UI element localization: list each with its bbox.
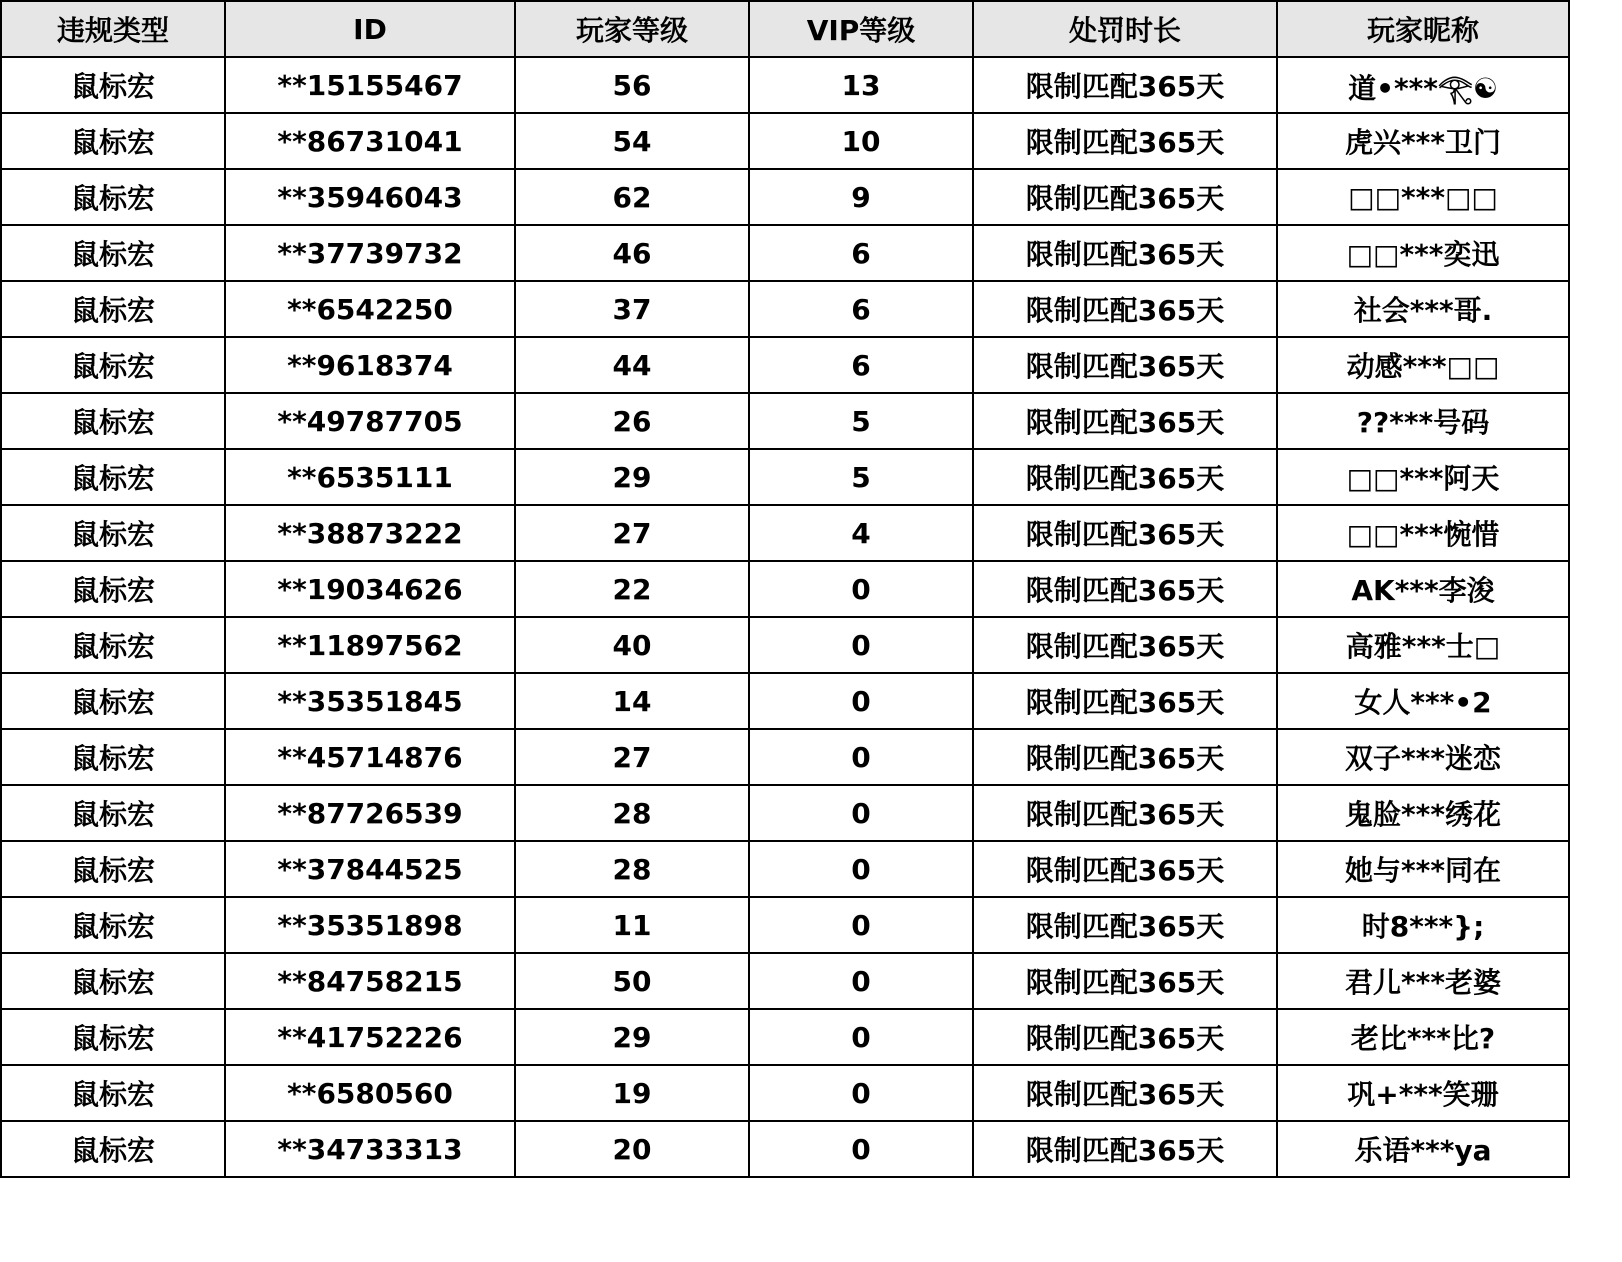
violation-type-cell: 鼠标宏	[1, 617, 225, 673]
player-level-cell: 27	[515, 729, 749, 785]
violation-type-cell: 鼠标宏	[1, 449, 225, 505]
violation-type-cell: 鼠标宏	[1, 1065, 225, 1121]
table-row	[1, 113, 1569, 169]
violation-type-cell: 鼠标宏	[1, 169, 225, 225]
vip-level-cell: 5	[749, 449, 973, 505]
player-level-cell: 22	[515, 561, 749, 617]
player-nickname-cell: 女人***•2	[1277, 673, 1569, 729]
table-row	[1, 281, 1569, 337]
vip-level-cell: 0	[749, 617, 973, 673]
player-nickname-cell: 双子***迷恋	[1277, 729, 1569, 785]
player-id-cell: **34733313	[225, 1121, 515, 1177]
penalty-duration-cell: 限制匹配365天	[973, 337, 1277, 393]
table-row	[1, 225, 1569, 281]
vip-level-cell: 0	[749, 897, 973, 953]
player-id-cell: **9618374	[225, 337, 515, 393]
player-id-cell: **35351845	[225, 673, 515, 729]
table-row	[1, 785, 1569, 841]
violation-type-cell: 鼠标宏	[1, 785, 225, 841]
penalty-duration-cell: 限制匹配365天	[973, 449, 1277, 505]
violation-type-cell: 鼠标宏	[1, 841, 225, 897]
vip-level-cell: 10	[749, 113, 973, 169]
player-level-cell: 54	[515, 113, 749, 169]
player-level-cell: 27	[515, 505, 749, 561]
table-row	[1, 169, 1569, 225]
penalty-duration-cell: 限制匹配365天	[973, 897, 1277, 953]
player-level-cell: 26	[515, 393, 749, 449]
penalty-duration-cell: 限制匹配365天	[973, 785, 1277, 841]
table-row	[1, 953, 1569, 1009]
vip-level-cell: 0	[749, 1121, 973, 1177]
table-row	[1, 1121, 1569, 1177]
table-row	[1, 393, 1569, 449]
penalty-duration-cell: 限制匹配365天	[973, 281, 1277, 337]
penalty-duration-cell: 限制匹配365天	[973, 1065, 1277, 1121]
player-id-cell: **37739732	[225, 225, 515, 281]
table-row	[1, 337, 1569, 393]
table-row	[1, 897, 1569, 953]
header-vip-level: VIP等级	[749, 1, 973, 57]
violation-type-cell: 鼠标宏	[1, 729, 225, 785]
penalty-duration-cell: 限制匹配365天	[973, 673, 1277, 729]
player-nickname-cell: 社会***哥.	[1277, 281, 1569, 337]
player-level-cell: 29	[515, 1009, 749, 1065]
violation-type-cell: 鼠标宏	[1, 953, 225, 1009]
table-row	[1, 841, 1569, 897]
player-id-cell: **35351898	[225, 897, 515, 953]
header-row	[1, 1, 1569, 57]
vip-level-cell: 9	[749, 169, 973, 225]
player-nickname-cell: 高雅***士□	[1277, 617, 1569, 673]
player-nickname-cell: 乐语***ya	[1277, 1121, 1569, 1177]
player-id-cell: **6535111	[225, 449, 515, 505]
vip-level-cell: 0	[749, 673, 973, 729]
violation-type-cell: 鼠标宏	[1, 897, 225, 953]
vip-level-cell: 0	[749, 841, 973, 897]
player-nickname-cell: 动感***□□	[1277, 337, 1569, 393]
player-level-cell: 37	[515, 281, 749, 337]
player-id-cell: **15155467	[225, 57, 515, 113]
player-level-cell: 56	[515, 57, 749, 113]
vip-level-cell: 4	[749, 505, 973, 561]
penalty-duration-cell: 限制匹配365天	[973, 561, 1277, 617]
vip-level-cell: 6	[749, 225, 973, 281]
violation-type-cell: 鼠标宏	[1, 1121, 225, 1177]
player-nickname-cell: ??***号码	[1277, 393, 1569, 449]
player-nickname-cell: 君儿***老婆	[1277, 953, 1569, 1009]
penalty-duration-cell: 限制匹配365天	[973, 505, 1277, 561]
table-header	[1, 1, 1569, 57]
player-nickname-cell: 鬼脸***绣花	[1277, 785, 1569, 841]
player-nickname-cell: □□***□□	[1277, 169, 1569, 225]
penalty-duration-cell: 限制匹配365天	[973, 617, 1277, 673]
player-level-cell: 28	[515, 785, 749, 841]
player-level-cell: 14	[515, 673, 749, 729]
penalty-duration-cell: 限制匹配365天	[973, 1009, 1277, 1065]
violation-type-cell: 鼠标宏	[1, 561, 225, 617]
violation-type-cell: 鼠标宏	[1, 57, 225, 113]
table-row	[1, 449, 1569, 505]
table-row	[1, 57, 1569, 113]
violation-type-cell: 鼠标宏	[1, 225, 225, 281]
table-row	[1, 505, 1569, 561]
player-level-cell: 44	[515, 337, 749, 393]
table-row	[1, 729, 1569, 785]
player-nickname-cell: □□***阿天	[1277, 449, 1569, 505]
player-id-cell: **37844525	[225, 841, 515, 897]
penalty-duration-cell: 限制匹配365天	[973, 225, 1277, 281]
player-id-cell: **6580560	[225, 1065, 515, 1121]
vip-level-cell: 5	[749, 393, 973, 449]
player-level-cell: 19	[515, 1065, 749, 1121]
penalty-duration-cell: 限制匹配365天	[973, 841, 1277, 897]
player-id-cell: **49787705	[225, 393, 515, 449]
player-level-cell: 28	[515, 841, 749, 897]
vip-level-cell: 0	[749, 785, 973, 841]
vip-level-cell: 0	[749, 1065, 973, 1121]
player-level-cell: 62	[515, 169, 749, 225]
header-player-level: 玩家等级	[515, 1, 749, 57]
violation-type-cell: 鼠标宏	[1, 281, 225, 337]
penalty-duration-cell: 限制匹配365天	[973, 57, 1277, 113]
player-level-cell: 29	[515, 449, 749, 505]
player-id-cell: **6542250	[225, 281, 515, 337]
violation-type-cell: 鼠标宏	[1, 1009, 225, 1065]
violation-type-cell: 鼠标宏	[1, 673, 225, 729]
table-body	[1, 57, 1569, 1177]
penalty-duration-cell: 限制匹配365天	[973, 1121, 1277, 1177]
player-id-cell: **35946043	[225, 169, 515, 225]
header-player-nickname: 玩家昵称	[1277, 1, 1569, 57]
vip-level-cell: 6	[749, 337, 973, 393]
penalty-duration-cell: 限制匹配365天	[973, 393, 1277, 449]
player-nickname-cell: □□***奕迅	[1277, 225, 1569, 281]
violation-type-cell: 鼠标宏	[1, 505, 225, 561]
player-id-cell: **84758215	[225, 953, 515, 1009]
vip-level-cell: 13	[749, 57, 973, 113]
player-id-cell: **11897562	[225, 617, 515, 673]
player-id-cell: **19034626	[225, 561, 515, 617]
player-level-cell: 50	[515, 953, 749, 1009]
player-id-cell: **87726539	[225, 785, 515, 841]
violation-type-cell: 鼠标宏	[1, 337, 225, 393]
player-level-cell: 40	[515, 617, 749, 673]
vip-level-cell: 0	[749, 561, 973, 617]
vip-level-cell: 0	[749, 1009, 973, 1065]
player-id-cell: **38873222	[225, 505, 515, 561]
player-nickname-cell: 她与***同在	[1277, 841, 1569, 897]
vip-level-cell: 6	[749, 281, 973, 337]
player-id-cell: **45714876	[225, 729, 515, 785]
player-nickname-cell: 老比***比?	[1277, 1009, 1569, 1065]
vip-level-cell: 0	[749, 729, 973, 785]
player-nickname-cell: 巩+***笑珊	[1277, 1065, 1569, 1121]
header-violation-type: 违规类型	[1, 1, 225, 57]
table-row	[1, 1065, 1569, 1121]
penalty-duration-cell: 限制匹配365天	[973, 169, 1277, 225]
player-nickname-cell: 道•***𓂀☯	[1277, 57, 1569, 113]
player-nickname-cell: □□***惋惜	[1277, 505, 1569, 561]
table-row	[1, 617, 1569, 673]
player-nickname-cell: AK***李浚	[1277, 561, 1569, 617]
penalty-duration-cell: 限制匹配365天	[973, 953, 1277, 1009]
table-row	[1, 1009, 1569, 1065]
table-row	[1, 673, 1569, 729]
header-id: ID	[225, 1, 515, 57]
player-level-cell: 20	[515, 1121, 749, 1177]
player-id-cell: **41752226	[225, 1009, 515, 1065]
player-nickname-cell: 时8***};	[1277, 897, 1569, 953]
player-level-cell: 11	[515, 897, 749, 953]
vip-level-cell: 0	[749, 953, 973, 1009]
player-level-cell: 46	[515, 225, 749, 281]
table-row	[1, 561, 1569, 617]
player-id-cell: **86731041	[225, 113, 515, 169]
penalty-duration-cell: 限制匹配365天	[973, 729, 1277, 785]
violation-type-cell: 鼠标宏	[1, 393, 225, 449]
penalty-duration-cell: 限制匹配365天	[973, 113, 1277, 169]
violation-type-cell: 鼠标宏	[1, 113, 225, 169]
header-penalty-duration: 处罚时长	[973, 1, 1277, 57]
player-nickname-cell: 虎兴***卫门	[1277, 113, 1569, 169]
